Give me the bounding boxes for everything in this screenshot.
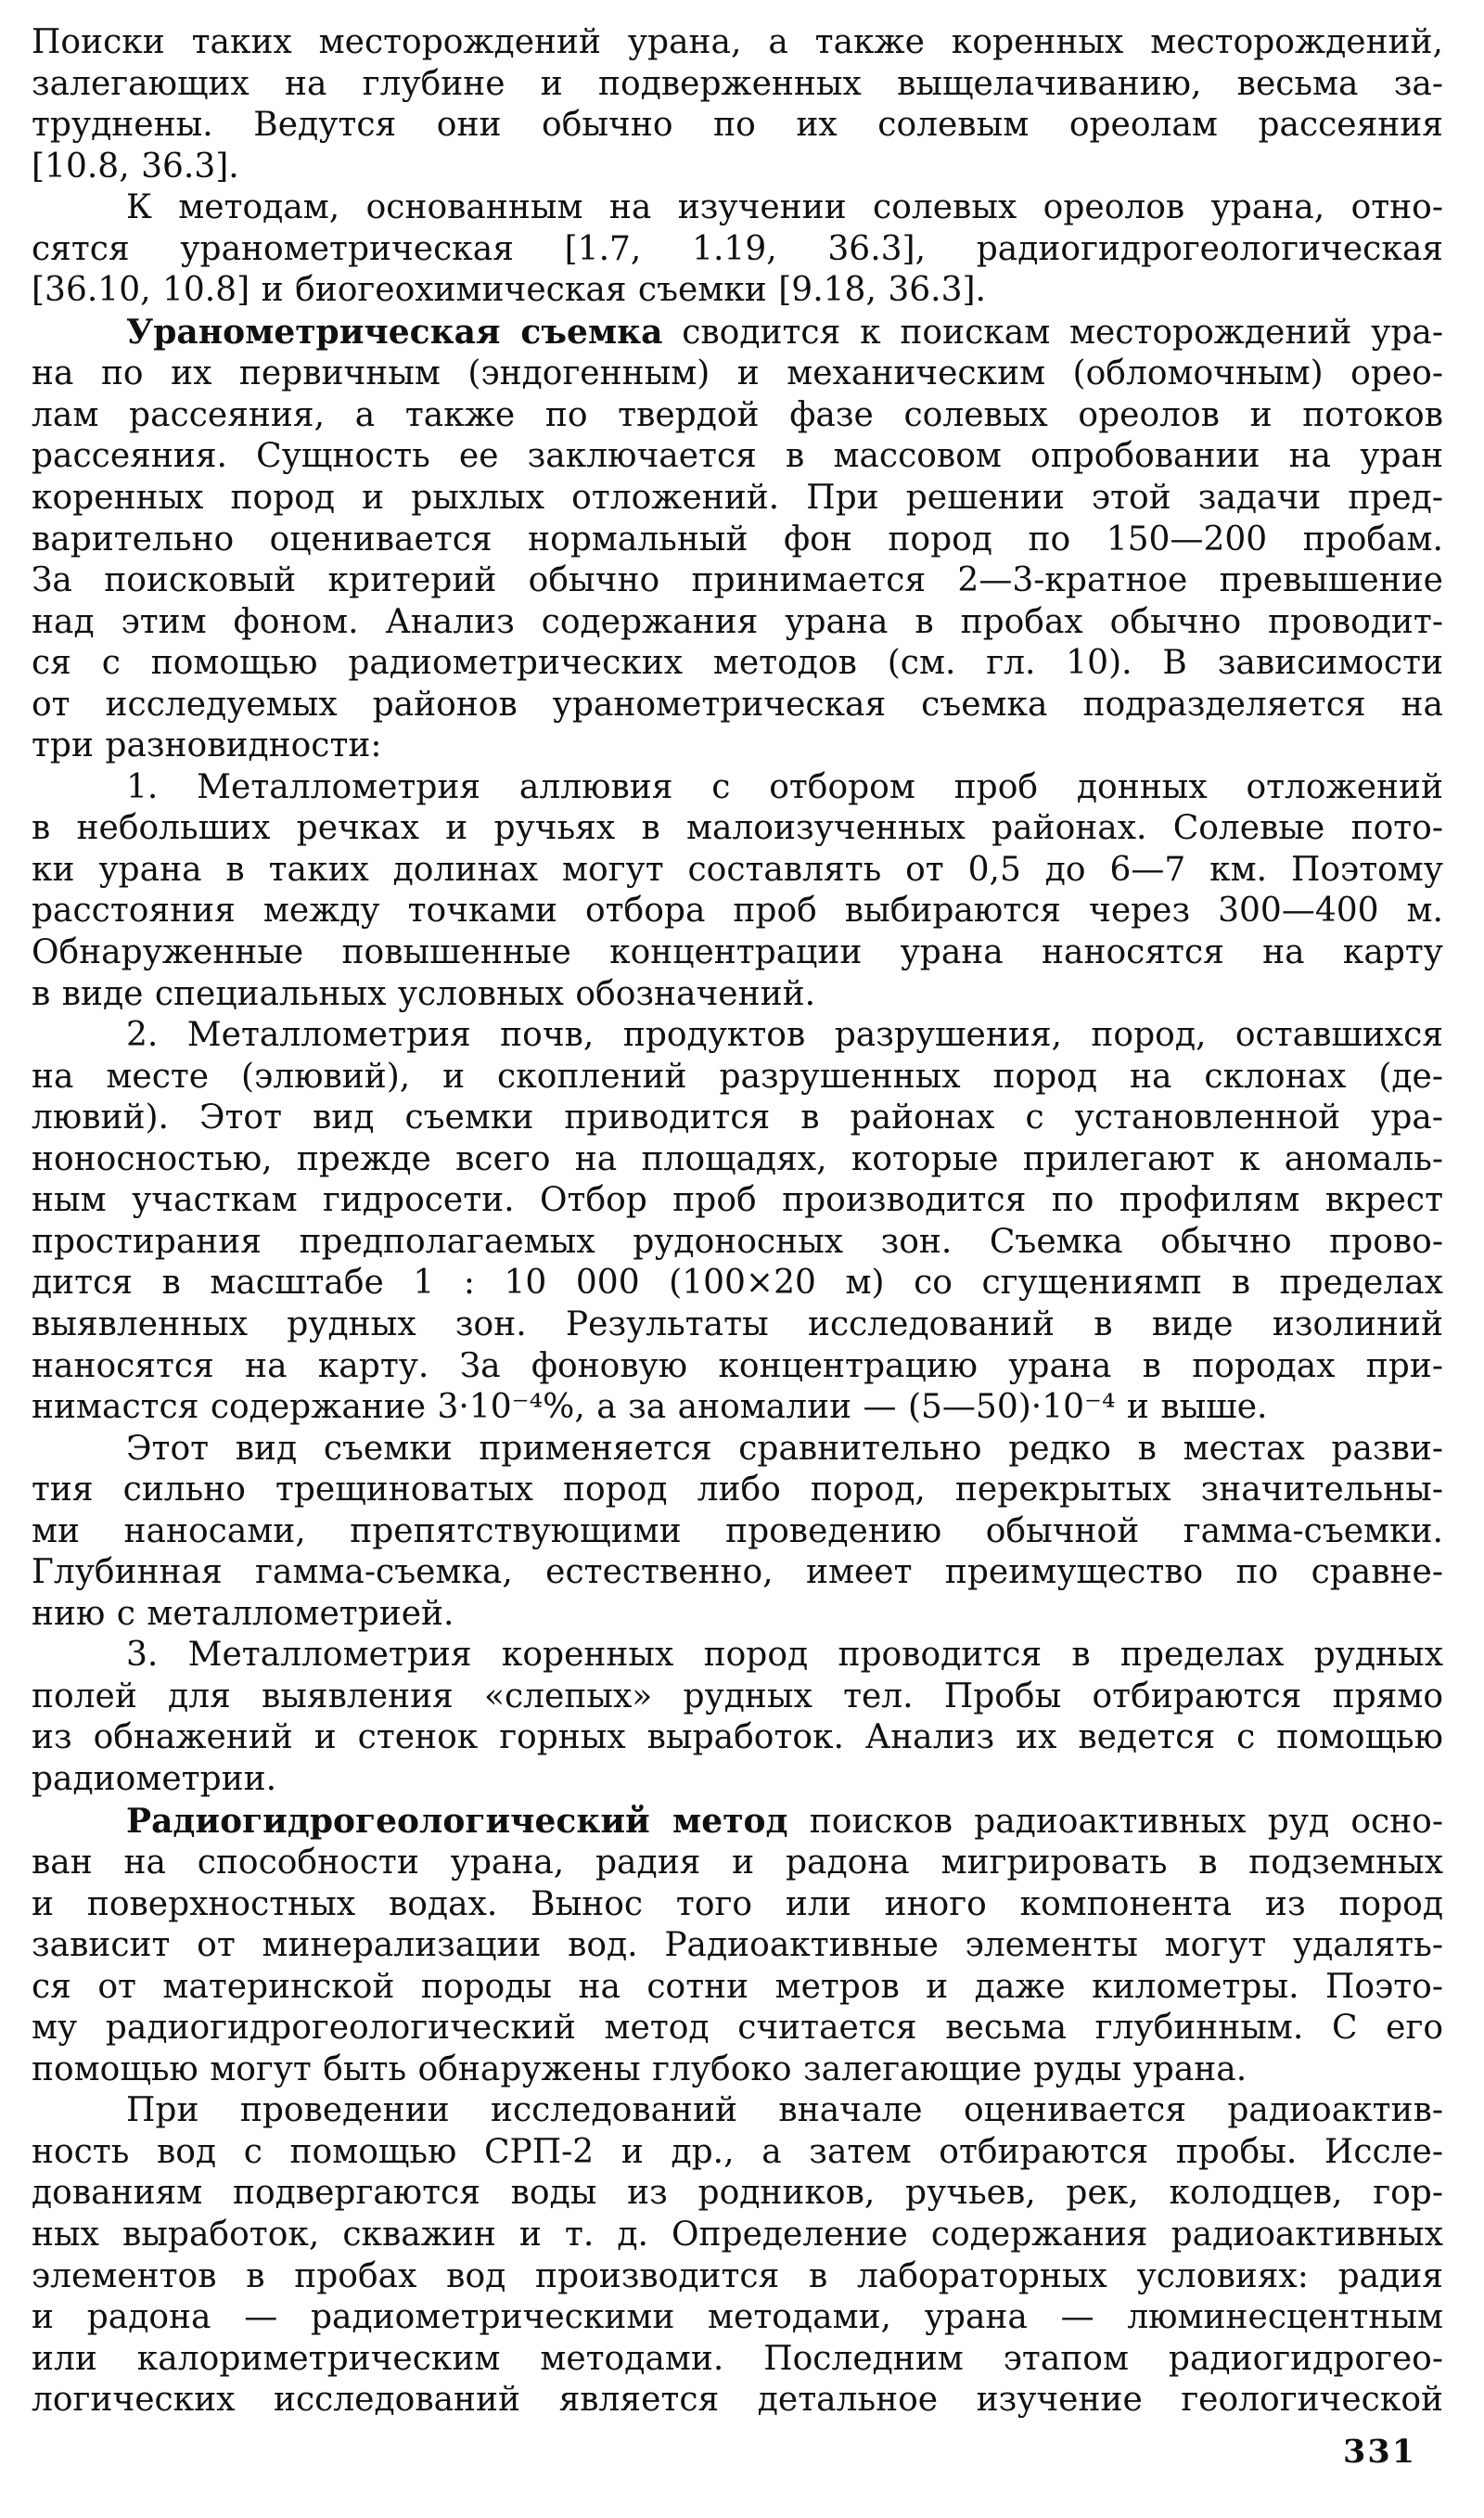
text-line: или калориметрическим методами. Последним этапом радиогидрогео- <box>32 2339 1443 2378</box>
text-line: За поисковый критерий обычно принимается 2—3-кратное превышение <box>32 561 1443 600</box>
text-line: в виде специальных условных обозначений. <box>32 974 816 1013</box>
text-line: от исследуемых районов уранометрическая съемка подразделяется на <box>32 685 1443 724</box>
text-line: 3. Металлометрия коренных пород проводится в пределах рудных <box>126 1636 1443 1675</box>
paragraph-lead-bold: Радиогидрогеологический метод <box>126 1801 788 1841</box>
text-line: 1. Металлометрия аллювия с отбором проб донных отложений <box>126 767 1443 806</box>
text-line: варительно оценивается нормальный фон пород по 150—200 пробам. <box>32 520 1443 559</box>
paragraph-lead-rest: поисков радиоактивных руд осно- <box>787 1802 1443 1841</box>
paragraph <box>32 1801 1443 2091</box>
text-line <box>32 1801 1443 1844</box>
text-line: простирания предполагаемых рудоносных зон. Съемка обычно прово- <box>32 1222 1443 1261</box>
text-line: над этим фоном. Анализ содержания урана в пробах обычно проводит- <box>32 602 1443 641</box>
text-line: му радиогидрогеологический метод считается весьма глубинным. С его <box>32 2009 1443 2048</box>
text-line: и поверхностных водах. Вынос того или иного компонента из пород <box>32 1884 1443 1923</box>
text-line: При проведении исследований вначале оценивается радиоактив- <box>126 2091 1443 2130</box>
text-line: в небольших речках и ручьях в малоизученных районах. Солевые пото- <box>32 809 1443 848</box>
text-line: радиометрии. <box>32 1759 277 1798</box>
paragraph <box>32 187 1443 312</box>
text-line: ван на способности урана, радия и радона мигрировать в подземных <box>32 1844 1443 1882</box>
text-line: ность вод с помощью СРП-2 и др., а затем отбираются пробы. Иссле- <box>32 2132 1443 2171</box>
text-line: лам рассеяния, а также по твердой фазе солевых ореолов и потоков <box>32 395 1443 434</box>
text-line: тия сильно трещиноватых пород либо пород, перекрытых значительны- <box>32 1471 1443 1510</box>
text-line: выявленных рудных зон. Результаты исследований в виде изолиний <box>32 1304 1443 1343</box>
text-line: элементов в пробах вод производится в лабораторных условиях: радия <box>32 2256 1443 2295</box>
paragraph <box>32 1015 1443 1428</box>
text-line: залегающих на глубине и подверженных выщелачиванию, весьма за- <box>32 64 1443 103</box>
paragraph <box>32 1429 1443 1636</box>
text-line: полей для выявления «слепых» рудных тел. Пробы отбираются прямо <box>32 1677 1443 1715</box>
text-line: [36.10, 10.8] и биогеохимическая съемки [9.18, 36.3]. <box>32 271 986 310</box>
paragraph-lead-rest: сводится к поискам месторождений ура- <box>662 313 1443 352</box>
text-line: дованиям подвергаются воды из родников, ручьев, рек, колодцев, гор- <box>32 2174 1443 2213</box>
text-line: логических исследований является детальное изучение геологической <box>32 2381 1443 2420</box>
text-line: ся от материнской породы на сотни метров и даже километры. Поэто- <box>32 1967 1443 2006</box>
text-line: нимастся содержание 3·10⁻⁴%, а за аномалии — (5—50)·10⁻⁴ и выше. <box>32 1388 1268 1427</box>
text-block <box>32 22 1443 2422</box>
text-line: Этот вид съемки применяется сравнительно редко в местах разви- <box>126 1429 1443 1468</box>
paragraph <box>32 312 1443 767</box>
text-line: ки урана в таких долинах могут составлять от 0,5 до 6—7 км. Поэтому <box>32 850 1443 889</box>
paragraph <box>32 2090 1443 2421</box>
text-line: и радона — радиометрическими методами, урана — люминесцентным <box>32 2298 1443 2337</box>
paragraph <box>32 767 1443 1015</box>
text-line: нию с металлометрией. <box>32 1594 454 1633</box>
text-line: помощью могут быть обнаружены глубоко залегающие руды урана. <box>32 2049 1247 2088</box>
text-line: труднены. Ведутся они обычно по их солевым ореолам рассеяния <box>32 106 1443 145</box>
text-line: коренных пород и рыхлых отложений. При решении этой задачи пред- <box>32 479 1443 518</box>
text-line: на месте (элювий), и скоплений разрушенных пород на склонах (де- <box>32 1057 1443 1096</box>
text-line: ным участкам гидросети. Отбор проб производится по профилям вкрест <box>32 1181 1443 1220</box>
text-line: дится в масштабе 1 : 10 000 (100×20 м) со сгущениямп в пределах <box>32 1264 1443 1303</box>
text-line: ся с помощью радиометрических методов (см. гл. 10). В зависимости <box>32 644 1443 683</box>
text-line: ных выработок, скважин и т. д. Определение содержания радиоактивных <box>32 2215 1443 2254</box>
text-line <box>32 312 1443 354</box>
text-line: зависит от минерализации вод. Радиоактивные элементы могут удалять- <box>32 1926 1443 1965</box>
paragraph <box>32 1635 1443 1800</box>
text-line: сятся уранометрическая [1.7, 1.19, 36.3], радиогидрогеологическая <box>32 229 1443 268</box>
text-line: расстояния между точками отбора проб выбираются через 300—400 м. <box>32 892 1443 931</box>
text-line: ноносностью, прежде всего на площадях, которые прилегают к аномаль- <box>32 1139 1443 1178</box>
paragraph-lead-bold: Уранометрическая съемка <box>126 312 663 352</box>
text-line: [10.8, 36.3]. <box>32 147 239 186</box>
text-line: К методам, основанным на изучении солевых ореолов урана, отно- <box>126 188 1443 227</box>
text-line: наносятся на карту. За фоновую концентрацию урана в породах при- <box>32 1346 1443 1385</box>
text-line: 2. Металлометрия почв, продуктов разрушения, пород, оставшихся <box>126 1016 1443 1055</box>
text-line: ми наносами, препятствующими проведению обычной гамма-съемки. <box>32 1511 1443 1550</box>
text-line: лювий). Этот вид съемки приводится в районах с установленной ура- <box>32 1098 1443 1137</box>
text-line: из обнажений и стенок горных выработок. Анализ их ведется с помощью <box>32 1718 1443 1757</box>
text-line: Поиски таких месторождений урана, а также коренных месторождений, <box>32 23 1443 61</box>
page-number: 331 <box>1343 2433 1417 2471</box>
text-line: рассеяния. Сущность ее заключается в массовом опробовании на уран <box>32 437 1443 476</box>
text-line: Глубинная гамма-съемка, естественно, имеет преимущество по сравне- <box>32 1553 1443 1592</box>
paragraph <box>32 22 1443 187</box>
text-line: на по их первичным (эндогенным) и механическим (обломочным) орео- <box>32 354 1443 393</box>
text-line: Обнаруженные повышенные концентрации урана наносятся на карту <box>32 933 1443 972</box>
text-line: три разновидности: <box>32 726 382 765</box>
